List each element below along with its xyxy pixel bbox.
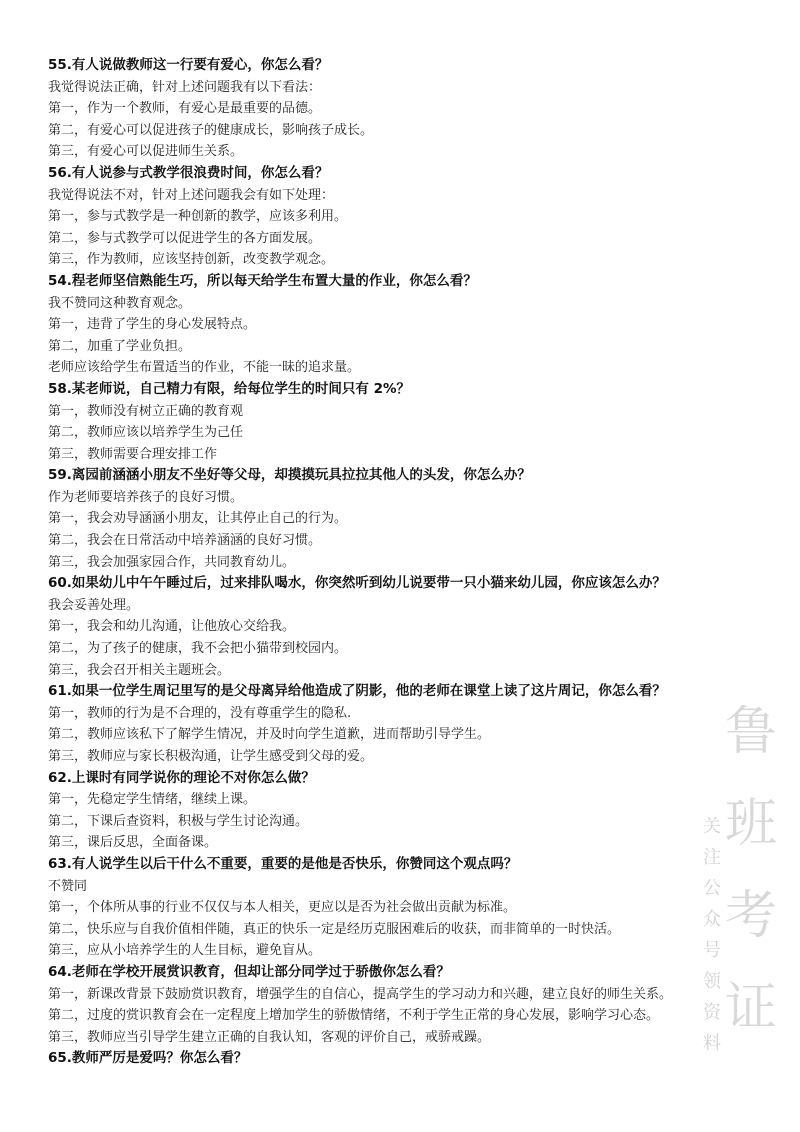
question-heading: 65.教师严厉是爱吗？你怎么看？ bbox=[48, 1050, 248, 1067]
answer-line: 第一，教师没有树立正确的教育观 bbox=[48, 403, 244, 419]
question-heading: 63.有人说学生以后干什么不重要，重要的是他是否快乐，你赞同这个观点吗？ bbox=[48, 855, 518, 872]
answer-line: 第二，快乐应与自我价值相伴随，真正的快乐一定是经历克服困难后的收获，而非简单的一时快活。 bbox=[48, 921, 621, 937]
answer-line: 我觉得说法不对，针对上述问题我会有如下处理： bbox=[48, 187, 335, 203]
question-heading: 59.离园前涵涵小朋友不坐好等父母，却摸摸玩具拉拉其他人的头发，你怎么办？ bbox=[48, 467, 531, 484]
answer-line: 第三，作为教师，应该坚持创新，改变教学观念。 bbox=[48, 252, 335, 268]
qa-section bbox=[48, 271, 738, 379]
watermark-char: 关 bbox=[703, 816, 721, 837]
answer-line: 第三，教师应当引导学生建立正确的自我认知，客观的评价自己，戒骄戒躁。 bbox=[48, 1029, 491, 1045]
question-heading: 61.如果一位学生周记里写的是父母离异给他造成了阴影，他的老师在课堂上读了这片周记，你怎么看？ bbox=[48, 683, 666, 700]
answer-line: 我不赞同这种教育观念。 bbox=[48, 295, 192, 311]
question-heading: 55.有人说做教师这一行要有爱心，你怎么看？ bbox=[48, 57, 329, 73]
question-heading: 60.如果幼儿中午午睡过后，过来排队喝水，你突然听到幼儿说要带一只小猫来幼儿园，你应该怎么办？ bbox=[48, 575, 666, 592]
answer-line: 第三，教师应与家长积极沟通，让学生感受到父母的爱。 bbox=[48, 749, 374, 764]
answer-line: 第三，有爱心可以促进师生关系。 bbox=[48, 144, 244, 160]
watermark-char: 料 bbox=[703, 1033, 721, 1054]
answer-line: 第三，教师需要合理安排工作 bbox=[48, 446, 218, 462]
watermark-char: 注 bbox=[703, 847, 721, 868]
answer-line: 第三，应从小培养学生的人生目标，避免盲从。 bbox=[48, 943, 322, 959]
answer-line: 老师应该给学生布置适当的作业，不能一昧的追求量。 bbox=[48, 360, 361, 376]
answer-line: 第三，我会召开相关主题班会。 bbox=[48, 662, 231, 678]
answer-line: 第二，教师应该以培养学生为己任 bbox=[48, 425, 244, 441]
question-heading: 62.上课时有同学说你的理论不对你怎么做？ bbox=[48, 769, 315, 786]
answer-line: 第二，我会在日常活动中培养涵涵的良好习惯。 bbox=[48, 533, 322, 549]
answer-line: 第三，课后反思，全面备课。 bbox=[48, 835, 218, 851]
answer-line: 第一，新课改背景下鼓励赏识教育，增强学生的自信心，提高学生的学习动力和兴趣，建立良好的师生关系。 bbox=[48, 986, 673, 1002]
answer-line: 我觉得说法正确，针对上述问题我有以下看法： bbox=[48, 79, 322, 95]
answer-line: 第一，教师的行为是不合理的，没有尊重学生的隐私. bbox=[48, 705, 352, 721]
watermark-char: 考 bbox=[724, 886, 777, 946]
answer-line: 第一，先稳定学生情绪，继续上课。 bbox=[48, 792, 257, 808]
answer-line: 我会妥善处理。 bbox=[48, 597, 140, 613]
document-body bbox=[48, 55, 738, 1070]
watermark-char: 证 bbox=[724, 978, 777, 1038]
answer-line: 第一，作为一个教师，有爱心是最重要的品德。 bbox=[48, 101, 322, 117]
question-heading: 56.有人说参与式教学很浪费时间，你怎么看？ bbox=[48, 164, 329, 181]
answer-line: 第二，教师应该私下了解学生情况，并及时向学生道歉，进而帮助引导学生。 bbox=[48, 727, 491, 743]
answer-line: 不赞同 bbox=[48, 878, 88, 894]
question-heading: 58.某老师说，自己精力有限，给每位学生的时间只有 2%？ bbox=[48, 380, 411, 397]
watermark-char: 领 bbox=[703, 971, 721, 992]
answer-line: 第一，个体所从事的行业不仅仅与本人相关，更应以是否为社会做出贡献为标准。 bbox=[48, 900, 517, 916]
watermark-char: 班 bbox=[724, 794, 777, 854]
watermark-char: 资 bbox=[703, 1002, 721, 1023]
question-heading: 64.老师在学校开展赏识教育，但却让部分同学过于骄傲你怎么看？ bbox=[48, 963, 450, 980]
qa-section bbox=[48, 163, 738, 271]
answer-line: 第一，违背了学生的身心发展特点。 bbox=[48, 317, 257, 333]
question-heading: 54.程老师坚信熟能生巧，所以每天给学生布置大量的作业，你怎么看？ bbox=[48, 272, 477, 289]
watermark-char: 公 bbox=[703, 878, 721, 899]
answer-line: 第二，参与式教学可以促进学生的各方面发展。 bbox=[48, 230, 322, 246]
watermark-char: 号 bbox=[703, 940, 721, 961]
qa-section bbox=[48, 465, 738, 573]
answer-line: 第二，加重了学业负担。 bbox=[48, 338, 192, 354]
qa-section bbox=[48, 55, 738, 163]
answer-line: 作为老师要培养孩子的良好习惯。 bbox=[48, 489, 244, 505]
qa-section bbox=[48, 768, 738, 854]
qa-section bbox=[48, 379, 738, 465]
qa-section bbox=[48, 962, 738, 1048]
qa-section bbox=[48, 573, 738, 681]
answer-line: 第一，我会劝导涵涵小朋友，让其停止自己的行为。 bbox=[48, 511, 348, 527]
watermark-char: 鲁 bbox=[724, 702, 777, 762]
qa-section bbox=[48, 681, 738, 767]
answer-line: 第一，参与式教学是一种创新的教学，应该多利用。 bbox=[48, 209, 348, 225]
answer-line: 第三，我会加强家园合作，共同教育幼儿。 bbox=[48, 554, 296, 570]
answer-line: 第一，我会和幼儿沟通，让他放心交给我。 bbox=[48, 619, 296, 635]
answer-line: 第二，下课后查资料，积极与学生讨论沟通。 bbox=[48, 813, 309, 829]
qa-section bbox=[48, 854, 738, 962]
watermark-char: 众 bbox=[703, 909, 721, 930]
answer-line: 第二，为了孩子的健康，我不会把小猫带到校园内。 bbox=[48, 641, 348, 657]
qa-section bbox=[48, 1048, 738, 1070]
answer-line: 第二，有爱心可以促进孩子的健康成长，影响孩子成长。 bbox=[48, 122, 374, 138]
answer-line: 第二，过度的赏识教育会在一定程度上增加学生的骄傲情绪，不利于学生正常的身心发展，影响学习心态。 bbox=[48, 1008, 660, 1024]
